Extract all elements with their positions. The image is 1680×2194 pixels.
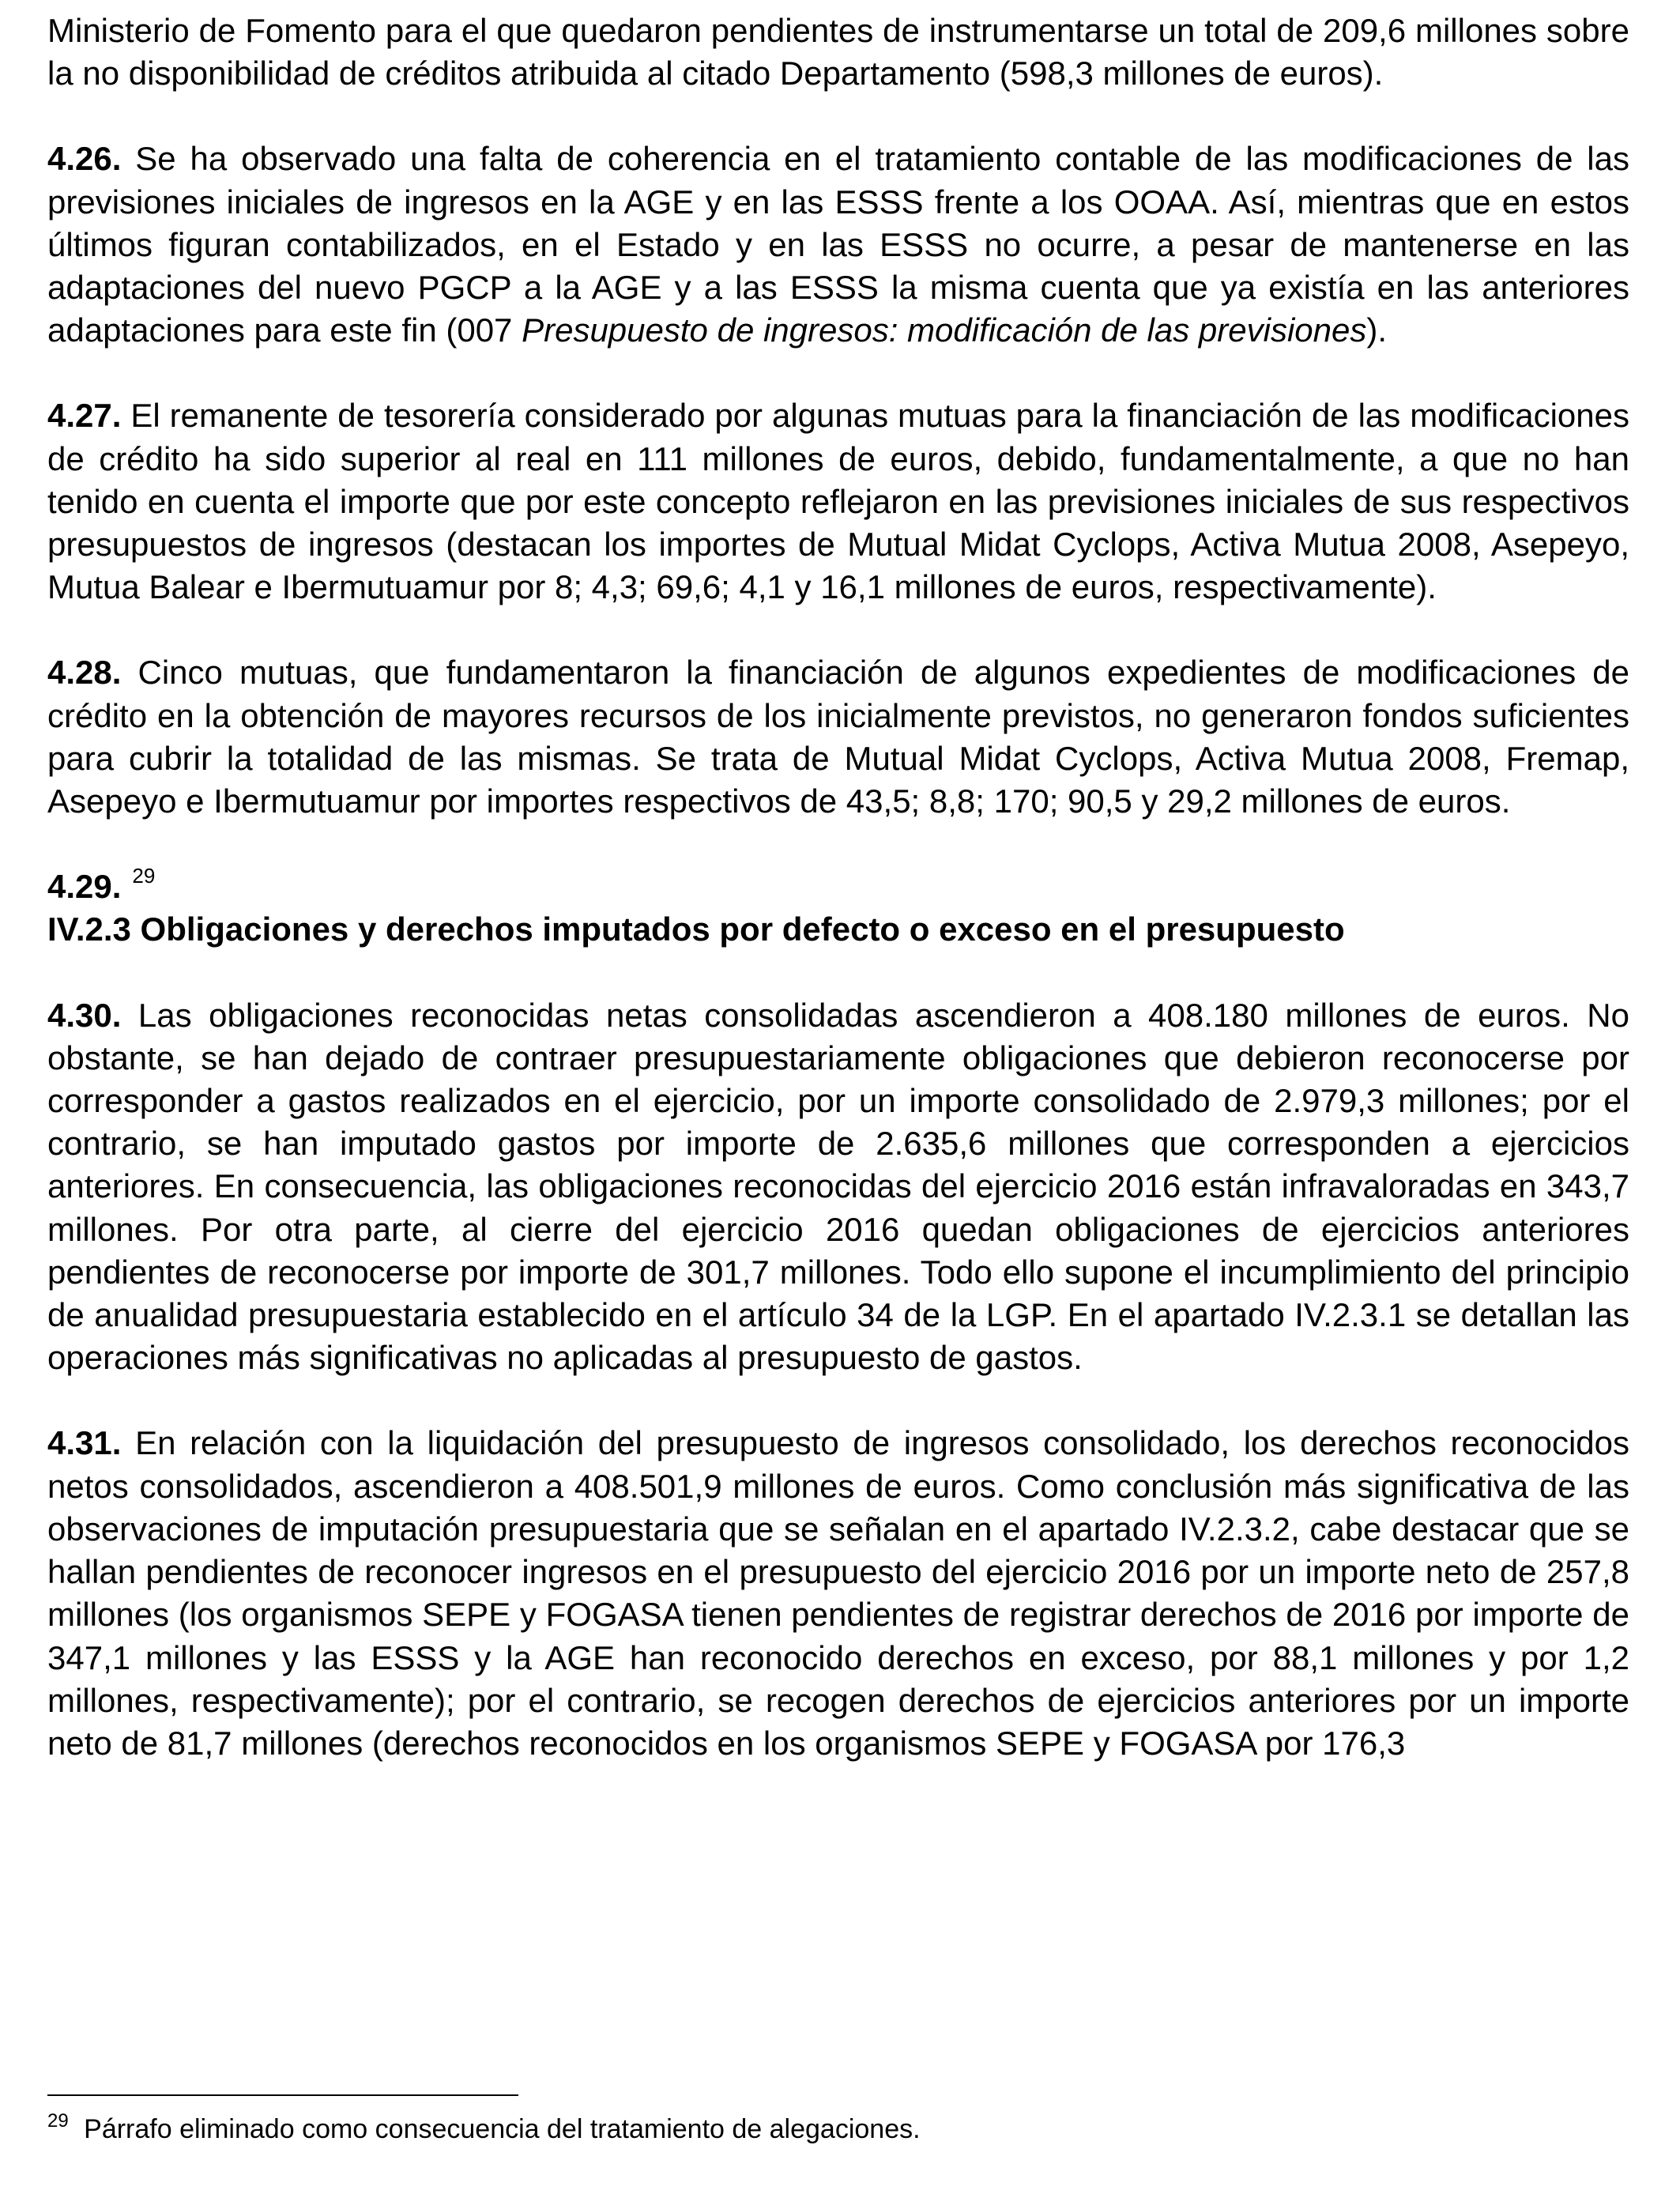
footnote-divider bbox=[47, 2094, 518, 2096]
paragraph-number: 4.26. bbox=[47, 140, 122, 178]
paragraph-text: Se ha observado una falta de coherencia en el tratamiento contable de las modificaciones de las previsiones iniciales de ingresos en la AGE y en las ESSS frente a los OOAA. Así, mientras que en estos últimos figuran contabilizados, en el Estado y en las ESSS no ocurre, a pesar de mantenerse en las adaptaciones del nuevo PGCP a la AGE y a las ESSS la misma cuenta que ya existía en las anteriores adaptaciones para este fin (007 bbox=[47, 140, 1629, 349]
paragraph-number: 4.27. bbox=[47, 397, 122, 435]
footnote bbox=[47, 2109, 1628, 2147]
paragraph-text-end: ). bbox=[1366, 311, 1388, 349]
paragraph-continuation bbox=[47, 9, 1629, 95]
paragraph-text: Las obligaciones reconocidas netas consolidadas ascendieron a 408.180 millones de euros. No obstante, se han dejado de contraer presupuestariamente obligaciones que debieron reconocerse por corresponder a gastos realizados en el ejercicio, por un importe consolidado de 2.979,3 millones; por el contrario, se han imputado gastos por importe de 2.635,6 millones que corresponden a ejercicios anteriores. En consecuencia, las obligaciones reconocidas del ejercicio 2016 están infravaloradas en 343,7 millones. Por otra parte, al cierre del ejercicio 2016 quedan obligaciones de ejercicios anteriores pendientes de reconocerse por importe de 301,7 millones. Todo ello supone el incumplimiento del principio de anualidad presupuestaria establecido en el artículo 34 de la LGP. En el apartado IV.2.3.1 se detallan las operaciones más significativas no aplicadas al presupuesto de gastos. bbox=[47, 996, 1629, 1377]
paragraph-number: 4.28. bbox=[47, 654, 122, 692]
paragraph-4-30 bbox=[47, 994, 1629, 1380]
paragraph-4-27 bbox=[47, 394, 1629, 609]
paragraph-text: Cinco mutuas, que fundamentaron la financiación de algunos expedientes de modificaciones de crédito en la obtención de mayores recursos de los inicialmente previstos, no generaron fondos suficientes para cubrir la totalidad de las mismas. Se trata de Mutual Midat Cyclops, Activa Mutua 2008, Fremap, Asepeyo e Ibermutuamur por importes respectivos de 43,5; 8,8; 170; 90,5 y 29,2 millones de euros. bbox=[47, 654, 1629, 820]
paragraph-text: En relación con la liquidación del presupuesto de ingresos consolidado, los derechos reconocidos netos consolidados, ascendieron a 408.501,9 millones de euros. Como conclusión más significativa de las observaciones de imputación presupuestaria que se señalan en el apartado IV.2.3.2, cabe destacar que se hallan pendientes de reconocer ingresos en el presupuesto del ejercicio 2016 por un importe neto de 257,8 millones (los organismos SEPE y FOGASA tienen pendientes de registrar derechos de 2016 por importe de 347,1 millones y las ESSS y la AGE han reconocido derechos en exceso, por 88,1 millones y por 1,2 millones, respectivamente); por el contrario, se recogen derechos de ejercicios anteriores por un importe neto de 81,7 millones (derechos reconocidos en los organismos SEPE y FOGASA por 176,3 bbox=[47, 1424, 1629, 1762]
footnote-marker: 29 bbox=[47, 2109, 69, 2132]
account-name-italic: Presupuesto de ingresos: modificación de las previsiones bbox=[522, 311, 1367, 349]
paragraph-number: 4.31. bbox=[47, 1424, 122, 1462]
footnote-reference[interactable]: 29 bbox=[132, 864, 156, 888]
paragraph-text: El remanente de tesorería considerado por algunas mutuas para la financiación de las modificaciones de crédito ha sido superior al real en 111 millones de euros, debido, fundamentalmente, a que no han tenido en cuenta el importe que por este concepto reflejaron en las previsiones iniciales de sus respectivos presupuestos de ingresos (destacan los importes de Mutual Midat Cyclops, Activa Mutua 2008, Asepeyo, Mutua Balear e Ibermutuamur por 8; 4,3; 69,6; 4,1 y 16,1 millones de euros, respectivamente). bbox=[47, 397, 1629, 606]
paragraph-4-28 bbox=[47, 651, 1629, 823]
paragraph-number: 4.30. bbox=[47, 996, 122, 1034]
paragraph-4-29 bbox=[47, 865, 1629, 908]
paragraph-4-31 bbox=[47, 1422, 1629, 1765]
paragraph-text: Ministerio de Fomento para el que quedaron pendientes de instrumentarse un total de 209,6 millones sobre la no disponibilidad de créditos atribuida al citado Departamento (598,3 millones de euros). bbox=[47, 12, 1629, 92]
footnote-text: Párrafo eliminado como consecuencia del tratamiento de alegaciones. bbox=[76, 2114, 921, 2144]
paragraph-4-26 bbox=[47, 138, 1629, 352]
section-heading: IV.2.3 Obligaciones y derechos imputados por defecto o exceso en el presupuesto bbox=[47, 910, 1345, 948]
document-page bbox=[47, 9, 1629, 1765]
paragraph-number: 4.29. bbox=[47, 868, 122, 906]
